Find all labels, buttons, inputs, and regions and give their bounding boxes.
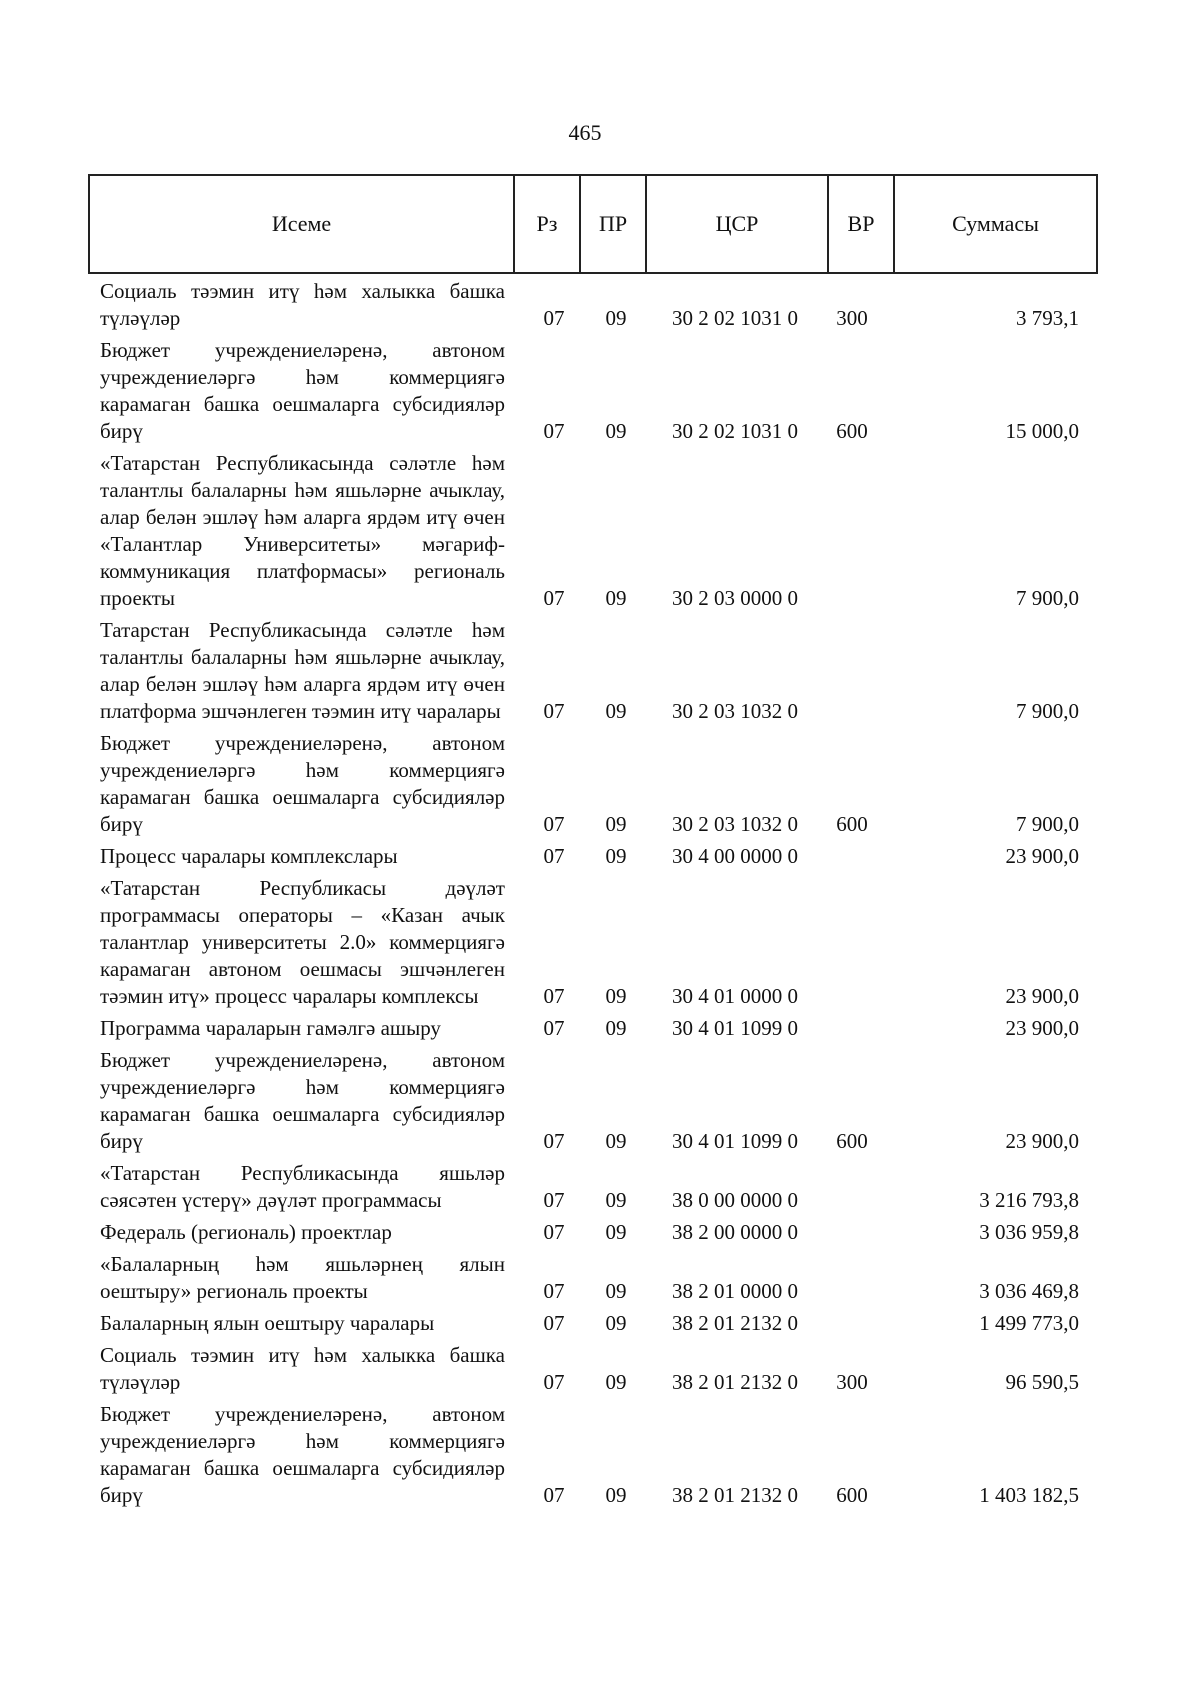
table-row	[100, 617, 1100, 725]
row-csr: 30 2 02 1031 0	[672, 419, 798, 443]
table-row	[100, 1015, 1100, 1042]
row-name: Бюджет учреждениеләренә, автоном учреждениеләргә һәм коммерциягә карамаган башка оешмаларга субсидияләр бирү	[100, 731, 505, 836]
row-csr: 30 2 03 1032 0	[672, 699, 798, 723]
row-vr: 300	[836, 1370, 868, 1394]
row-pr: 09	[605, 1188, 627, 1212]
row-rz: 07	[543, 984, 565, 1008]
row-csr: 30 2 02 1031 0	[672, 306, 798, 330]
row-rz: 07	[543, 1188, 565, 1212]
row-pr: 09	[605, 306, 627, 330]
row-csr: 38 2 01 2132 0	[672, 1483, 798, 1507]
row-name: Социаль тәэмин итү һәм халыкка башка түләүләр	[100, 1343, 505, 1394]
row-csr: 38 2 01 2132 0	[672, 1370, 798, 1394]
table-row	[100, 278, 1100, 332]
row-sum: 7 900,0	[1016, 699, 1079, 723]
row-csr: 30 4 01 1099 0	[672, 1129, 798, 1153]
row-pr: 09	[605, 1220, 627, 1244]
table-row	[100, 1251, 1100, 1305]
row-vr: 300	[836, 306, 868, 330]
row-pr: 09	[605, 586, 627, 610]
row-csr: 30 4 01 0000 0	[672, 984, 798, 1008]
column-header-rz: Рз	[515, 176, 581, 272]
row-sum: 96 590,5	[1005, 1370, 1079, 1394]
table-row	[100, 1401, 1100, 1509]
row-pr: 09	[605, 1370, 627, 1394]
row-sum: 23 900,0	[1005, 1129, 1079, 1153]
row-vr: 600	[836, 419, 868, 443]
row-rz: 07	[543, 1220, 565, 1244]
page-number: 465	[568, 120, 602, 145]
table-row	[100, 1160, 1100, 1214]
row-sum: 7 900,0	[1016, 586, 1079, 610]
row-csr: 30 4 00 0000 0	[672, 844, 798, 868]
table-row	[100, 1342, 1100, 1396]
column-header-sum: Суммасы	[952, 211, 1039, 236]
row-name: «Татарстан Республикасында сәләтле һәм талантлы балаларны һәм яшьләрне ачыклау, алар белән эшләү һәм аларга ярдәм итү өчен «Талантлар Университеты» мәгариф-коммуникация платформасы» региональ проекты	[100, 451, 505, 610]
table-row	[100, 1310, 1100, 1337]
row-sum: 23 900,0	[1005, 984, 1079, 1008]
row-name: Федераль (региональ) проектлар	[100, 1220, 392, 1244]
row-csr: 38 0 00 0000 0	[672, 1188, 798, 1212]
row-rz: 07	[543, 699, 565, 723]
row-pr: 09	[605, 1279, 627, 1303]
row-csr: 30 4 01 1099 0	[672, 1016, 798, 1040]
row-name: Татарстан Республикасында сәләтле һәм талантлы балаларны һәм яшьләрне ачыклау, алар белән эшләү һәм аларга ярдәм итү өчен платформа эшчәнлеген тәэмин итү чаралары	[100, 618, 505, 723]
row-csr: 30 2 03 0000 0	[672, 586, 798, 610]
row-rz: 07	[543, 844, 565, 868]
column-header-name: Исеме	[90, 176, 515, 272]
row-name: Балаларның ялын оештыру чаралары	[100, 1311, 435, 1335]
row-name: «Татарстан Республикасы дәүләт программасы операторы – «Казан ачык талантлар университеты 2.0» коммерциягә карамаган автоном оешмасы эшчәнлеген тәэмин итү» процесс чаралары комплексы	[100, 876, 505, 1008]
row-vr: 600	[836, 812, 868, 836]
row-rz: 07	[543, 419, 565, 443]
row-pr: 09	[605, 1483, 627, 1507]
row-name: Социаль тәэмин итү һәм халыкка башка түләүләр	[100, 279, 505, 330]
row-csr: 38 2 01 0000 0	[672, 1279, 798, 1303]
row-pr: 09	[605, 812, 627, 836]
table-row	[100, 875, 1100, 1010]
row-csr: 30 2 03 1032 0	[672, 812, 798, 836]
column-header-pr: ПР	[581, 176, 647, 272]
row-name: Процесс чаралары комплекслары	[100, 844, 398, 868]
row-sum: 1 499 773,0	[979, 1311, 1079, 1335]
row-name: Бюджет учреждениеләренә, автоном учреждениеләргә һәм коммерциягә карамаган башка оешмаларга субсидияләр бирү	[100, 1402, 505, 1507]
row-pr: 09	[605, 1311, 627, 1335]
row-sum: 3 036 469,8	[979, 1279, 1079, 1303]
row-sum: 23 900,0	[1005, 844, 1079, 868]
row-name: Бюджет учреждениеләренә, автоном учреждениеләргә һәм коммерциягә карамаган башка оешмаларга субсидияләр бирү	[100, 338, 505, 443]
row-name: Бюджет учреждениеләренә, автоном учреждениеләргә һәм коммерциягә карамаган башка оешмаларга субсидияләр бирү	[100, 1048, 505, 1153]
row-rz: 07	[543, 1370, 565, 1394]
row-pr: 09	[605, 419, 627, 443]
row-name: Программа чараларын гамәлгә ашыру	[100, 1016, 441, 1040]
row-pr: 09	[605, 984, 627, 1008]
row-sum: 3 216 793,8	[979, 1188, 1079, 1212]
table-row	[100, 337, 1100, 445]
row-pr: 09	[605, 1129, 627, 1153]
column-header-csr: ЦСР	[647, 176, 829, 272]
row-sum: 15 000,0	[1005, 419, 1079, 443]
table-row	[100, 730, 1100, 838]
table-row	[100, 1047, 1100, 1155]
row-sum: 23 900,0	[1005, 1016, 1079, 1040]
table-row	[100, 1219, 1100, 1246]
row-rz: 07	[543, 1311, 565, 1335]
row-csr: 38 2 01 2132 0	[672, 1311, 798, 1335]
row-rz: 07	[543, 1279, 565, 1303]
row-rz: 07	[543, 1016, 565, 1040]
column-header-vr: ВР	[829, 176, 895, 272]
row-pr: 09	[605, 1016, 627, 1040]
row-rz: 07	[543, 1483, 565, 1507]
row-name: «Татарстан Республикасында яшьләр сәясәтен үстерү» дәүләт программасы	[100, 1161, 505, 1212]
row-sum: 3 793,1	[1016, 306, 1079, 330]
row-csr: 38 2 00 0000 0	[672, 1220, 798, 1244]
row-sum: 7 900,0	[1016, 812, 1079, 836]
row-rz: 07	[543, 306, 565, 330]
row-vr: 600	[836, 1129, 868, 1153]
row-rz: 07	[543, 586, 565, 610]
row-rz: 07	[543, 812, 565, 836]
table-header	[88, 174, 1098, 274]
row-name: «Балаларның һәм яшьләрнең ялын оештыру» региональ проекты	[100, 1252, 505, 1303]
row-rz: 07	[543, 1129, 565, 1153]
row-sum: 1 403 182,5	[979, 1483, 1079, 1507]
row-pr: 09	[605, 699, 627, 723]
table-body	[100, 278, 1100, 1514]
table-row	[100, 450, 1100, 612]
table-row	[100, 843, 1100, 870]
row-vr: 600	[836, 1483, 868, 1507]
row-pr: 09	[605, 844, 627, 868]
row-sum: 3 036 959,8	[979, 1220, 1079, 1244]
